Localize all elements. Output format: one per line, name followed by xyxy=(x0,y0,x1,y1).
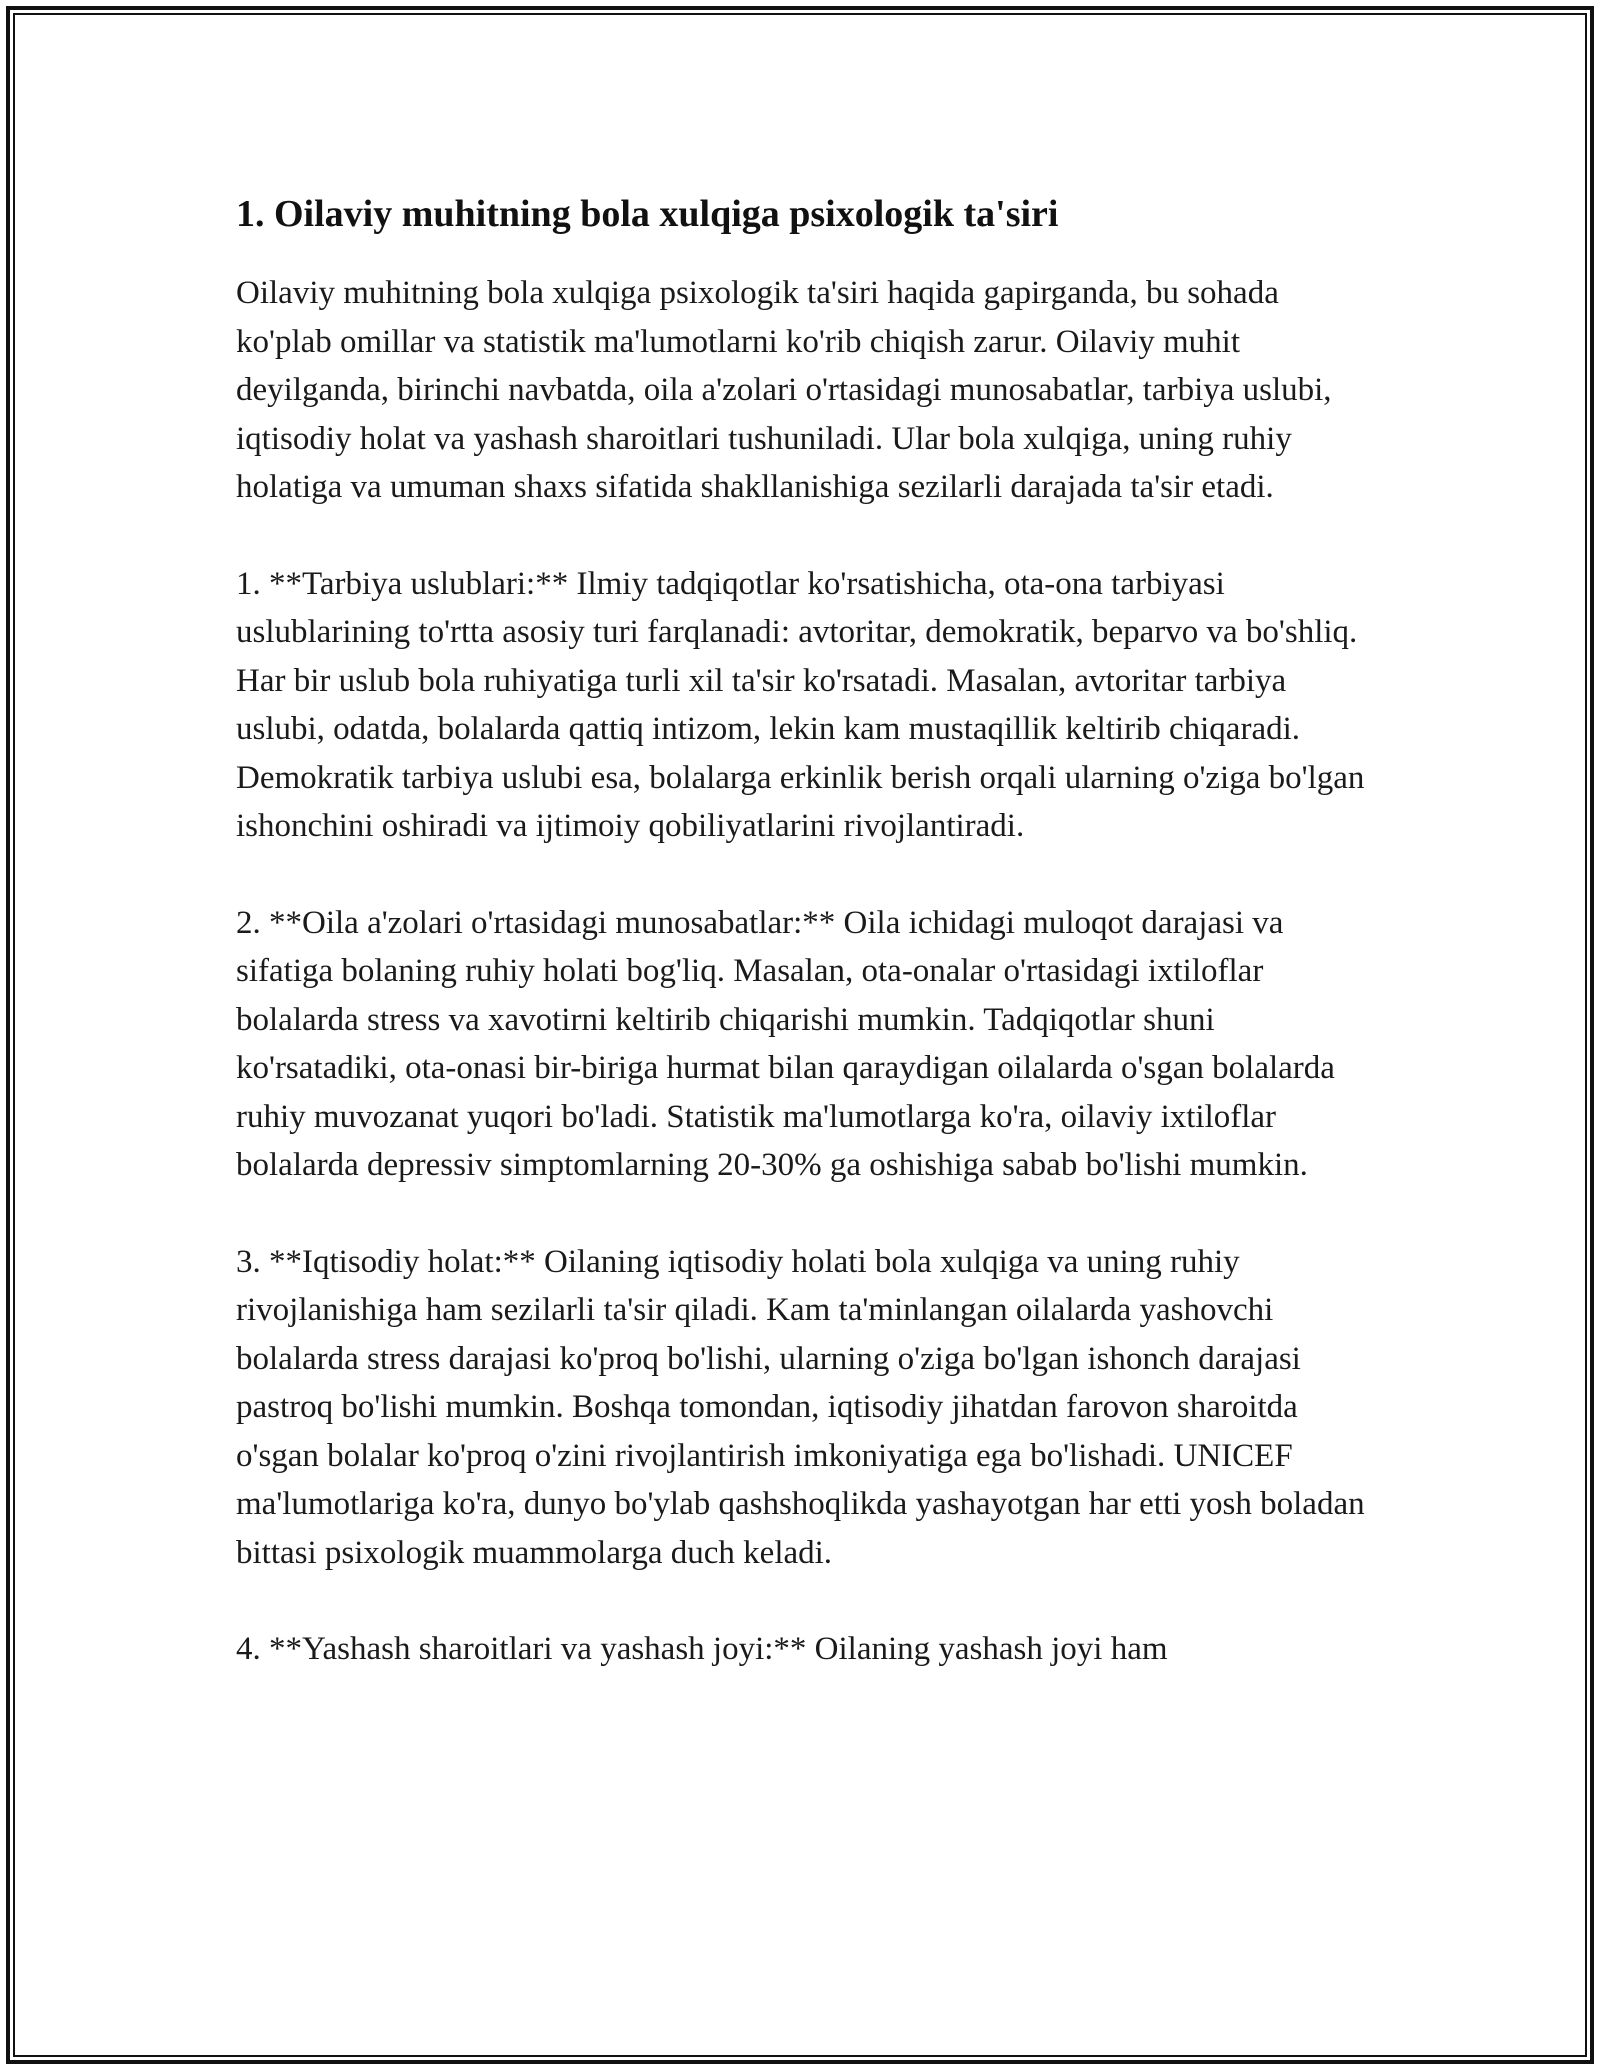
paragraph-family-relations: 2. **Oila a'zolari o'rtasidagi munosabatlar:** Oila ichidagi muloqot darajasi va sifatiga bolaning ruhiy holati bog'liq. Masalan, ota-onalar o'rtasidagi ixtiloflar bolalarda stress va xavotirni keltirib chiqarishi mumkin. Tadqiqotlar shuni ko'rsatadiki, ota-onasi bir-biriga hurmat bilan qaraydigan oilalarda o'sgan bolalarda ruhiy muvozanat yuqori bo'ladi. Statistik ma'lumotlarga ko'ra, oilaviy ixtiloflar bolalarda depressiv simptomlarning 20-30% ga oshishiga sabab bo'lishi mumkin. xyxy=(236,904,1335,1183)
paragraph-living-conditions: 4. **Yashash sharoitlari va yashash joyi:** Oilaning yashash joyi ham xyxy=(236,1631,1168,1667)
paragraph-parenting-styles: 1. **Tarbiya uslublari:** Ilmiy tadqiqotlar ko'rsatishicha, ota-ona tarbiyasi uslublarining to'rtta asosiy turi farqlanadi: avtoritar, demokratik, beparvo va bo'shliq. Har bir uslub bola ruhiyatiga turli xil ta'sir ko'rsatadi. Masalan, avtoritar tarbiya uslubi, odatda, bolalarda qattiq intizom, lekin kam mustaqillik keltirib chiqaradi. Demokratik tarbiya uslubi esa, bolalarga erkinlik berish orqali ularning o'ziga bo'lgan ishonchini oshiradi va ijtimoiy qobiliyatlarini rivojlantiradi. xyxy=(236,565,1365,844)
intro-paragraph: Oilaviy muhitning bola xulqiga psixologik ta'siri haqida gapirganda, bu sohada ko'plab omillar va statistik ma'lumotlarni ko'rib chiqish zarur. Oilaviy muhit deyilganda, birinchi navbatda, oila a'zolari o'rtasidagi munosabatlar, tarbiya uslubi, iqtisodiy holat va yashash sharoitlari tushuniladi. Ular bola xulqiga, uning ruhiy holatiga va umuman shaxs sifatida shakllanishiga sezilarli darajada ta'sir etadi. xyxy=(236,275,1332,505)
document-body xyxy=(236,187,1366,1674)
paragraph-economic-status: 3. **Iqtisodiy holat:** Oilaning iqtisodiy holati bola xulqiga va uning ruhiy rivojlanishiga ham sezilarli ta'sir qiladi. Kam ta'minlangan oilalarda yashovchi bolalarda stress darajasi ko'proq bo'lishi, ularning o'ziga bo'lgan ishonch darajasi pastroq bo'lishi mumkin. Boshqa tomondan, iqtisodiy jihatdan farovon sharoitda o'sgan bolalar ko'proq o'zini rivojlantirish imkoniyatiga ega bo'lishadi. UNICEF ma'lumotlariga ko'ra, dunyo bo'ylab qashshoqlikda yashayotgan har etti yosh boladan bittasi psixologik muammolarga duch keladi. xyxy=(236,1243,1365,1571)
section-heading: 1. Oilaviy muhitning bola xulqiga psixologik ta'siri xyxy=(236,193,1059,235)
